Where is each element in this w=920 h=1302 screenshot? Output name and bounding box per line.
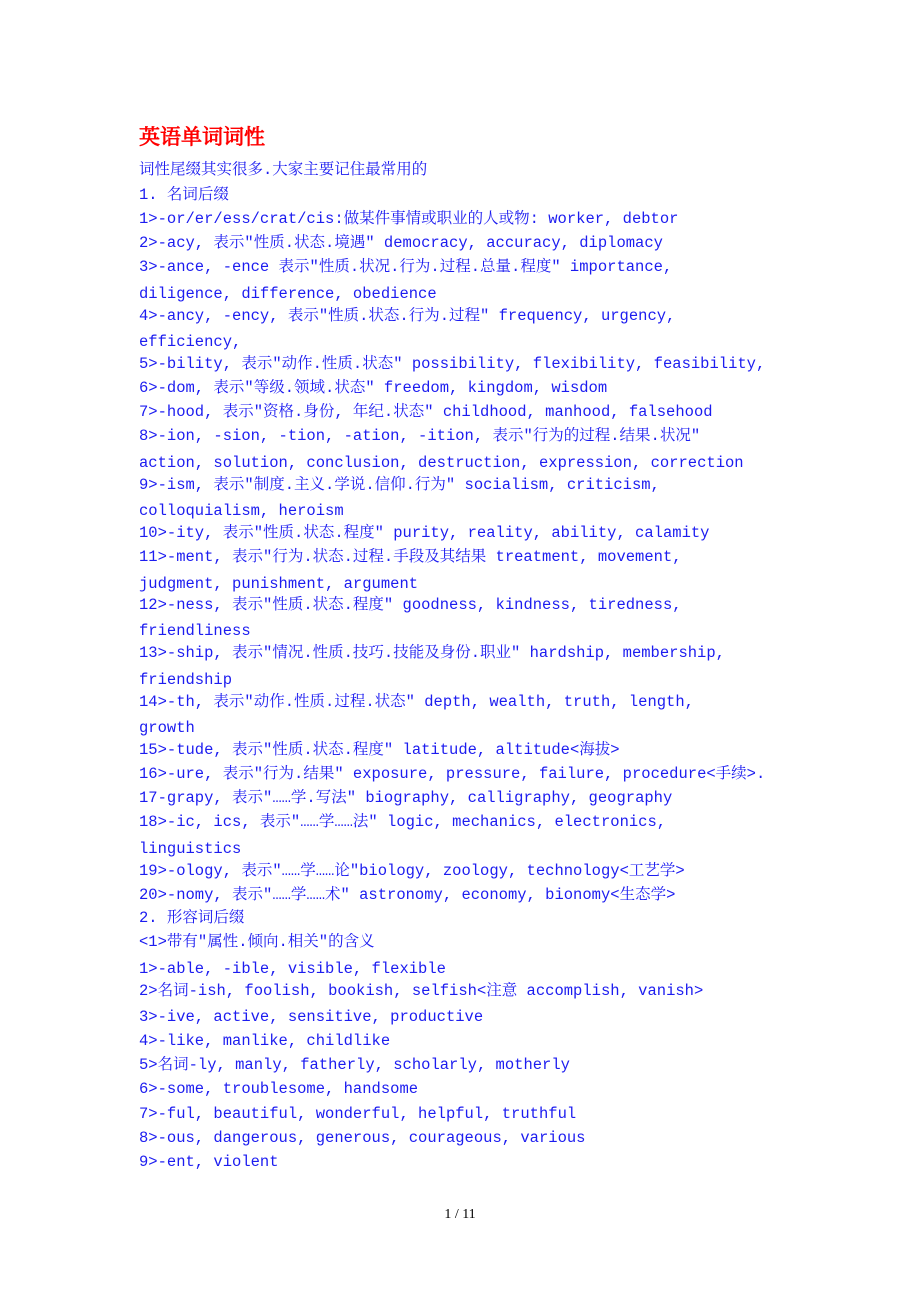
- text-line: 6>-some, troublesome, handsome: [139, 1080, 419, 1098]
- text-line: 16>-ure, 表示"行为.结果" exposure, pressure, failure, procedure<手续>.: [139, 765, 766, 783]
- text-line: 4>-like, manlike, childlike: [139, 1032, 391, 1050]
- text-line: 2. 形容词后缀: [139, 909, 245, 927]
- text-line: diligence, difference, obedience: [139, 285, 437, 303]
- text-line: friendship: [139, 671, 233, 689]
- text-line: 10>-ity, 表示"性质.状态.程度" purity, reality, ability, calamity: [139, 524, 710, 542]
- text-line: 1>-able, -ible, visible, flexible: [139, 960, 446, 978]
- text-line: 2>-acy, 表示"性质.状态.境遇" democracy, accuracy, diplomacy: [139, 234, 663, 252]
- text-line: 20>-nomy, 表示"……学……术" astronomy, economy, bionomy<生态学>: [139, 886, 676, 904]
- text-line: 18>-ic, ics, 表示"……学……法" logic, mechanics, electronics,: [139, 813, 667, 831]
- text-line: action, solution, conclusion, destruction, expression, correction: [139, 454, 744, 472]
- page-number: 1 / 11: [444, 1207, 476, 1222]
- text-line: 3>-ive, active, sensitive, productive: [139, 1008, 484, 1026]
- text-line: 2>名词-ish, foolish, bookish, selfish<注意 accomplish, vanish>: [139, 982, 704, 1000]
- text-line: 5>名词-ly, manly, fatherly, scholarly, motherly: [139, 1056, 570, 1074]
- text-line: 1. 名词后缀: [139, 186, 229, 204]
- text-line: 14>-th, 表示"动作.性质.过程.状态" depth, wealth, truth, length,: [139, 693, 694, 711]
- text-line: 词性尾缀其实很多.大家主要记住最常用的: [139, 161, 428, 179]
- text-line: 5>-bility, 表示"动作.性质.状态" possibility, flexibility, feasibility,: [139, 355, 766, 373]
- text-line: 3>-ance, -ence 表示"性质.状况.行为.过程.总量.程度" importance,: [139, 258, 673, 276]
- text-line: linguistics: [139, 840, 242, 858]
- text-line: efficiency,: [139, 333, 242, 351]
- text-line: <1>带有"属性.倾向.相关"的含义: [139, 933, 375, 951]
- text-line: 7>-ful, beautiful, wonderful, helpful, truthful: [139, 1105, 577, 1123]
- text-line: 15>-tude, 表示"性质.状态.程度" latitude, altitude<海拔>: [139, 741, 620, 759]
- text-line: 13>-ship, 表示"情况.性质.技巧.技能及身份.职业" hardship, membership,: [139, 644, 725, 662]
- text-line: 7>-hood, 表示"资格.身份, 年纪.状态" childhood, manhood, falsehood: [139, 403, 713, 421]
- text-line: 17-grapy, 表示"……学.写法" biography, calligraphy, geography: [139, 789, 673, 807]
- text-line: 11>-ment, 表示"行为.状态.过程.手段及其结果 treatment, movement,: [139, 548, 682, 566]
- text-line: 1>-or/er/ess/crat/cis:做某件事情或职业的人或物: worker, debtor: [139, 210, 679, 228]
- text-line: 19>-ology, 表示"……学……论"biology, zoology, technology<工艺学>: [139, 862, 685, 880]
- text-line: friendliness: [139, 622, 251, 640]
- text-line: 12>-ness, 表示"性质.状态.程度" goodness, kindness, tiredness,: [139, 596, 682, 614]
- text-line: growth: [139, 719, 195, 737]
- text-line: judgment, punishment, argument: [139, 575, 419, 593]
- text-line: 8>-ous, dangerous, generous, courageous, various: [139, 1129, 586, 1147]
- text-line: 9>-ism, 表示"制度.主义.学说.信仰.行为" socialism, criticism,: [139, 476, 660, 494]
- text-line: colloquialism, heroism: [139, 502, 344, 520]
- text-line: 4>-ancy, -ency, 表示"性质.状态.行为.过程" frequency, urgency,: [139, 307, 676, 325]
- document-title: 英语单词词性: [139, 124, 265, 149]
- text-line: 9>-ent, violent: [139, 1153, 279, 1171]
- text-line: 6>-dom, 表示"等级.领域.状态" freedom, kingdom, wisdom: [139, 379, 608, 397]
- text-line: 8>-ion, -sion, -tion, -ation, -ition, 表示"行为的过程.结果.状况": [139, 427, 701, 445]
